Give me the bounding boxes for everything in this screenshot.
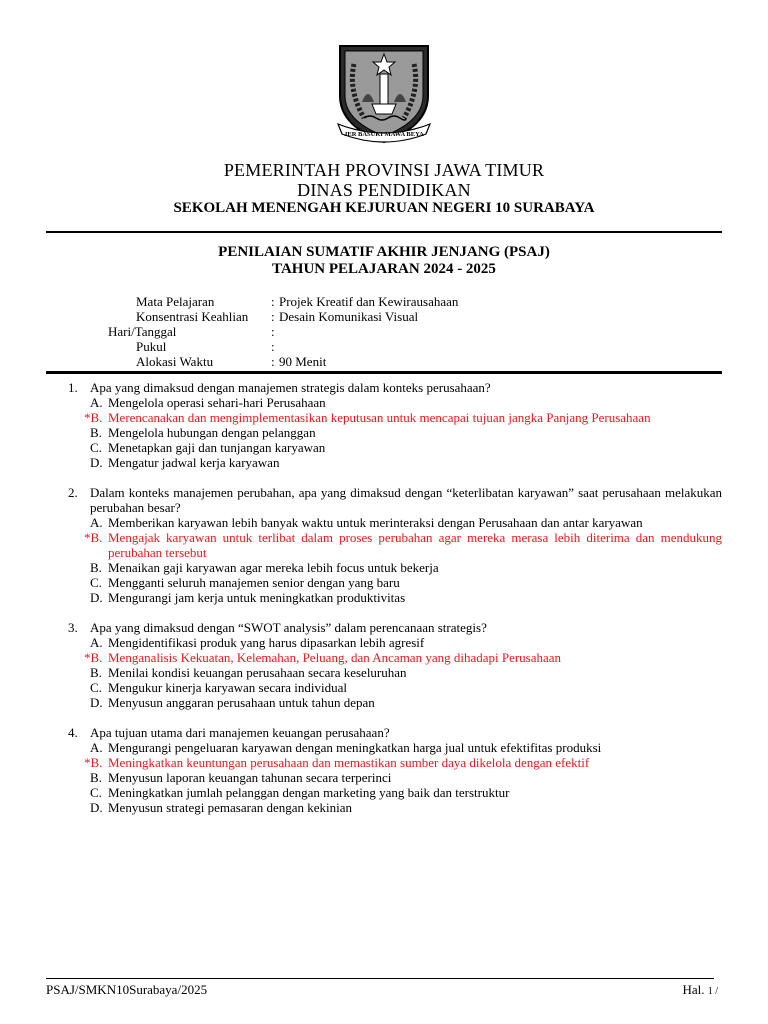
info-label: Pukul [136,339,167,354]
option-text: Memberikan karyawan lebih banyak waktu untuk merinteraksi dengan Perusahaan dan antar karyawan [108,515,643,530]
footer-page-number [682,982,718,998]
option-letter: C. [90,680,102,695]
option-text: Mengelola operasi sehari-hari Perusahaan [108,395,326,410]
info-separator: : [271,354,275,369]
question-number: 1. [68,380,78,395]
header-school: SEKOLAH MENENGAH KEJURUAN NEGERI 10 SURABAYA [173,200,595,216]
question-stem [0,380,768,395]
option-text: Mengukur kinerja karyawan secara individual [108,680,347,695]
option-letter: B. [90,770,102,785]
header-divider [46,231,722,233]
footer-document-code: PSAJ/SMKN10Surabaya/2025 [46,982,208,997]
info-separator: : [271,324,275,339]
option-answer-key [0,650,768,665]
option [0,425,768,440]
option [0,515,768,530]
question-text: Apa yang dimaksud dengan manajemen strategis dalam konteks perusahaan? [90,380,491,395]
option-letter: A. [90,395,103,410]
option [0,740,768,755]
option-letter: *B. [84,410,103,425]
info-value: 90 Menit [279,354,327,369]
option [0,440,768,455]
question-text: Apa tujuan utama dari manajemen keuangan perusahaan? [90,725,390,740]
exam-year: TAHUN PELAJARAN 2024 - 2025 [272,261,496,277]
question-stem [0,725,768,740]
question-stem [0,485,768,515]
option [0,590,768,605]
info-separator: : [271,294,275,309]
option-text: Menyusun laporan keuangan tahunan secara terperinci [108,770,392,785]
option-letter: *B. [84,755,103,770]
option [0,455,768,470]
option [0,770,768,785]
question-2 [0,485,768,605]
info-value: Desain Komunikasi Visual [279,309,419,324]
question-stem [0,620,768,635]
option [0,680,768,695]
question-text: Dalam konteks manajemen perubahan, apa yang dimaksud dengan “keterlibatan karyawan” saat perusahaan melakukan perubahan besar? [90,485,722,515]
option-letter: D. [90,800,103,815]
option [0,575,768,590]
footer-divider [46,978,714,979]
exam-title: PENILAIAN SUMATIF AKHIR JENJANG (PSAJ) [218,244,550,260]
question-list [0,380,768,830]
option-letter: A. [90,635,103,650]
option-letter: C. [90,785,102,800]
option [0,695,768,710]
header-government: PEMERINTAH PROVINSI JAWA TIMUR [223,160,545,180]
option-letter: C. [90,575,102,590]
info-value: Projek Kreatif dan Kewirausahaan [279,294,459,309]
page-label: Hal. [682,982,705,997]
info-label: Hari/Tanggal [108,324,177,339]
option-text: Menganalisis Kekuatan, Kelemahan, Peluang, dan Ancaman yang dihadapi Perusahaan [108,650,562,665]
option-text: Mengatur jadwal kerja karyawan [108,455,280,470]
option [0,800,768,815]
option-letter: D. [90,590,103,605]
option-letter: A. [90,515,103,530]
question-1 [0,380,768,470]
info-label: Mata Pelajaran [136,294,215,309]
question-text: Apa yang dimaksud dengan “SWOT analysis” dalam perencanaan strategis? [90,620,487,635]
option-text: Menyusun anggaran perusahaan untuk tahun depan [108,695,375,710]
option-letter: *B. [84,530,103,545]
option [0,395,768,410]
question-4 [0,725,768,815]
option-text: Mengurangi pengeluaran karyawan dengan meningkatkan harga jual untuk efektifitas produksi [108,740,602,755]
option-text: Merencanakan dan mengimplementasikan keputusan untuk mencapai tujuan jangka Panjang Perusahaan [108,410,651,425]
question-number: 3. [68,620,78,635]
option-text: Menetapkan gaji dan tunjangan karyawan [108,440,326,455]
option-letter: B. [90,665,102,680]
option-letter: A. [90,740,103,755]
question-number: 2. [68,485,78,500]
option-letter: D. [90,695,103,710]
info-separator: : [271,309,275,324]
option-letter: C. [90,440,102,455]
option-text: Menilai kondisi keuangan perusahaan secara keseluruhan [108,665,407,680]
option-letter: *B. [84,650,103,665]
option [0,560,768,575]
option-text: Menaikan gaji karyawan agar mereka lebih focus untuk bekerja [108,560,439,575]
option-letter: D. [90,455,103,470]
option-answer-key [0,410,768,425]
option-text: Meningkatkan jumlah pelanggan dengan marketing yang baik dan terstruktur [108,785,510,800]
option-answer-key [0,530,768,560]
option [0,665,768,680]
crest-ribbon-text: JER BASUKI MAWA BEYA [344,131,424,138]
option-text: Mengelola hubungan dengan pelanggan [108,425,316,440]
info-label: Konsentrasi Keahlian [136,309,249,324]
option [0,785,768,800]
info-label: Alokasi Waktu [136,354,214,369]
option-text: Menyusun strategi pemasaran dengan kekinian [108,800,353,815]
info-divider [46,371,722,374]
option [0,635,768,650]
question-number: 4. [68,725,78,740]
info-separator: : [271,339,275,354]
option-answer-key [0,755,768,770]
option-letter: B. [90,425,102,440]
page-number: 1 / [707,986,718,997]
east-java-provincial-crest-icon [334,42,434,146]
option-text: Mengajak karyawan untuk terlibat dalam proses perubahan agar mereka merasa lebih diterima dan mendukung perubahan tersebut [108,530,722,560]
option-text: Mengganti seluruh manajemen senior dengan yang baru [108,575,400,590]
question-3 [0,620,768,710]
option-text: Mengidentifikasi produk yang harus dipasarkan lebih agresif [108,635,425,650]
option-text: Mengurangi jam kerja untuk meningkatkan produktivitas [108,590,406,605]
header-department: DINAS PENDIDIKAN [297,180,471,200]
option-letter: B. [90,560,102,575]
option-text: Meningkatkan keuntungan perusahaan dan memastikan sumber daya dikelola dengan efektif [108,755,590,770]
